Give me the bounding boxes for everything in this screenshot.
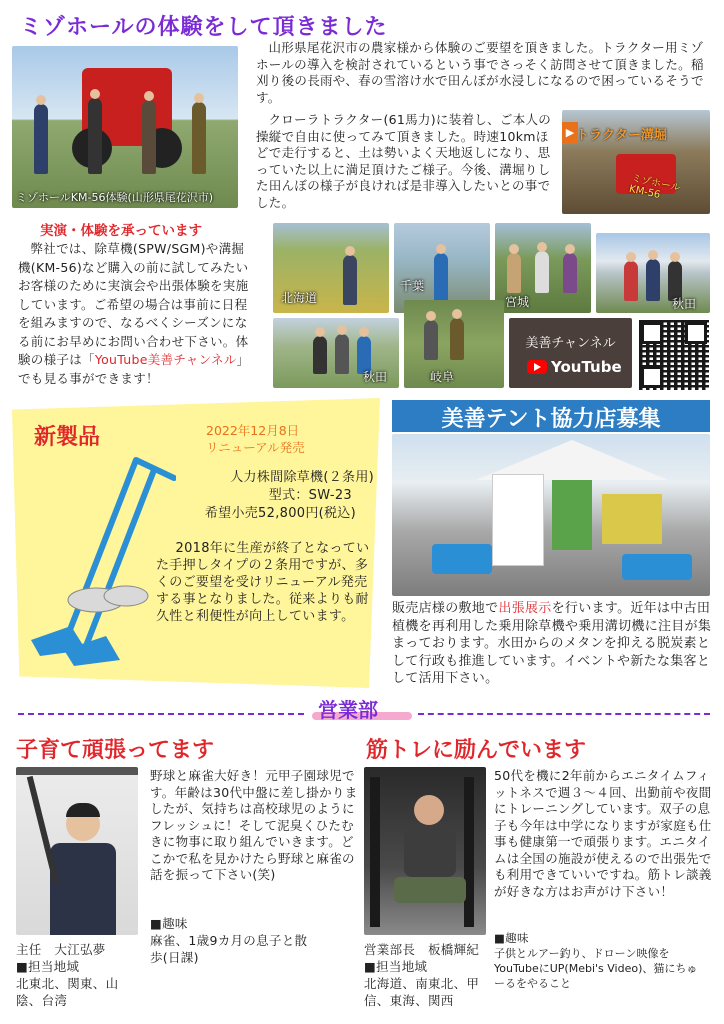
youtube-play-icon bbox=[527, 360, 547, 374]
left-hobby: 麻雀、1歳9カ月の息子と散歩(日課) bbox=[150, 933, 308, 965]
tent-body bbox=[392, 600, 712, 688]
right-area: 北海道、南東北、甲信、東海、関西 bbox=[364, 976, 480, 1008]
section2-body bbox=[18, 240, 256, 388]
right-staff-body: 50代を機に2年前からエニタイムフィットネスで週３～４回、出勤前や夜間にトレーニングしています。双子の息子も今年は中学になりますが家庭も仕事も健康第一で頑張ります。エニタイムは全国の施設が使えるので出張先でも利用できていいですね。筋トレ談義が好きな方はお声がけ下さい！ bbox=[494, 768, 712, 899]
divider-left bbox=[18, 713, 304, 715]
youtube-channel-banner[interactable] bbox=[509, 318, 632, 388]
region-label-chiba: 千葉 bbox=[400, 279, 425, 293]
tent-body-start: 販売店様の敷地で bbox=[392, 601, 499, 616]
youtube-channel-link[interactable]: YouTube美善チャンネル bbox=[94, 352, 237, 367]
release-date: 2022年12月8日 bbox=[206, 423, 300, 438]
tent-title: 美善テント協力店募集 bbox=[441, 407, 661, 432]
left-staff-body: 野球と麻雀大好き！元甲子園球児です。年齢は30代中盤に差し掛かりましたが、気持ちは高校球児のようにフレッシュに！そして泥臭くひたむきに物事に取り組んでいきます。どこかで私を見かけたら野球と麻雀の話を振って下さい(笑) bbox=[150, 768, 358, 882]
right-staff-role: 営業部長 板橋輝紀 bbox=[364, 942, 480, 957]
region-label-akita-1: 秋田 bbox=[672, 297, 697, 311]
product-name: 人力株間除草機(２条用) bbox=[230, 470, 374, 485]
demo-photo-miyagi bbox=[495, 223, 591, 313]
qr-code[interactable] bbox=[637, 318, 711, 392]
tent-highlight: 出張展示 bbox=[498, 601, 552, 616]
demo-photo-gifu bbox=[404, 300, 504, 388]
product-price: 希望小売52,800円(税込) bbox=[204, 506, 356, 521]
left-area: 北東北、関東、山陰、台湾 bbox=[16, 976, 119, 1008]
tractor-trench-label: トラクター溝堀 bbox=[576, 128, 667, 143]
region-label-hokkaido: 北海道 bbox=[281, 291, 318, 305]
section2-title: 実演・体験を承っています bbox=[40, 223, 202, 239]
tractor-demo-photo bbox=[12, 46, 238, 208]
section1-paragraph-2: クローラトラクター(61馬力)に装着し、ご本人の操縦で自由に使ってみて頂きました。時速10kmほどで走行すると、土は勢いよく天地返しになり、思っていた以上に満足頂けたご様子。今後、溝堀りした田んぼの様子が良ければ是非導入したいとの事でした。 bbox=[256, 112, 552, 210]
tent-body-rest: を行います。近年は中古田植機を再利用した乗用除草機や乗用溝切機に注目が集まっております。水田からのメタンを抑える脱炭素として行政も推進しています。イベントや新たな集客として活用下さい。 bbox=[392, 601, 712, 686]
right-staff-title: 筋トレに励んでいます bbox=[366, 738, 587, 763]
sales-department-label: 営業部 bbox=[318, 698, 378, 722]
left-staff-role: 主任 大江弘夢 bbox=[16, 942, 106, 957]
left-area-label: ■担当地域 bbox=[16, 959, 80, 974]
tent-title-bar bbox=[392, 400, 710, 432]
region-label-akita-2: 秋田 bbox=[363, 370, 388, 384]
product-model: 型式：SW-23 bbox=[268, 488, 352, 503]
section1-paragraph-1: 山形県尾花沢市の農家様から体験のご要望を頂きました。トラクター用ミゾホールの導入を検討されているという事でさっそく訪問させて頂きました。稲刈り後の長雨や、春の雪溶け水で田んぼが水浸しになるので困っているそうです。 bbox=[256, 40, 704, 105]
right-area-label: ■担当地域 bbox=[364, 959, 428, 974]
tractor-model-label: ミゾホール KM-56 bbox=[628, 172, 682, 201]
left-hobby-label: ■趣味 bbox=[150, 916, 188, 931]
weeder-machine-image bbox=[26, 450, 176, 670]
demo-photo-akita-1 bbox=[596, 233, 710, 313]
right-hobby-label: ■趣味 bbox=[494, 931, 529, 945]
release-note: リニューアル発売 bbox=[206, 440, 305, 455]
right-hobby: 子供とルアー釣り、ドローン映像をYouTubeにUP(Mebi's Video)、猫にちゅーるをやること bbox=[494, 947, 698, 990]
new-product-badge: 新製品 bbox=[34, 425, 101, 450]
section2-body-text: 弊社では、除草機(SPW/SGM)や溝掘機(KM-56)など購入の前に試してみたいお客様のために実演会や出張体験を実施しています。ご希望の場合は事前に日程を組みますので、なるべくシーズンになる前にお早めにお問い合わせ下さい。体験の様子は「 bbox=[18, 241, 249, 367]
section2-body-end: 」でも見る事ができます！ bbox=[18, 352, 250, 386]
demo-photo-hokkaido bbox=[273, 223, 389, 313]
demo-photo-akita-2 bbox=[273, 318, 399, 388]
divider-right bbox=[418, 713, 710, 715]
youtube-label: YouTube bbox=[551, 358, 622, 376]
left-staff-title: 子育て頑張ってます bbox=[16, 738, 215, 763]
section1-title: ミゾホールの体験をして頂きました bbox=[20, 15, 388, 40]
tent-exhibit-photo bbox=[392, 434, 710, 596]
photo-caption: ミゾホールKM-56体験(山形県尾花沢市) bbox=[16, 191, 214, 204]
right-staff-photo bbox=[364, 767, 486, 935]
region-label-gifu: 岐阜 bbox=[430, 370, 455, 384]
tractor-trench-photo: ▶ トラクター溝堀 ミゾホール KM-56 bbox=[562, 110, 710, 214]
left-staff-photo bbox=[16, 767, 138, 935]
channel-label: 美善チャンネル bbox=[525, 336, 616, 351]
product-description: 2018年に生産が終了となっていた手押しタイプの２条用ですが、多くのご要望を受けリニューアル発売する事となりました。従来よりも耐久性と利便性が向上しています。 bbox=[156, 541, 370, 624]
region-label-miyagi: 宮城 bbox=[505, 295, 530, 309]
